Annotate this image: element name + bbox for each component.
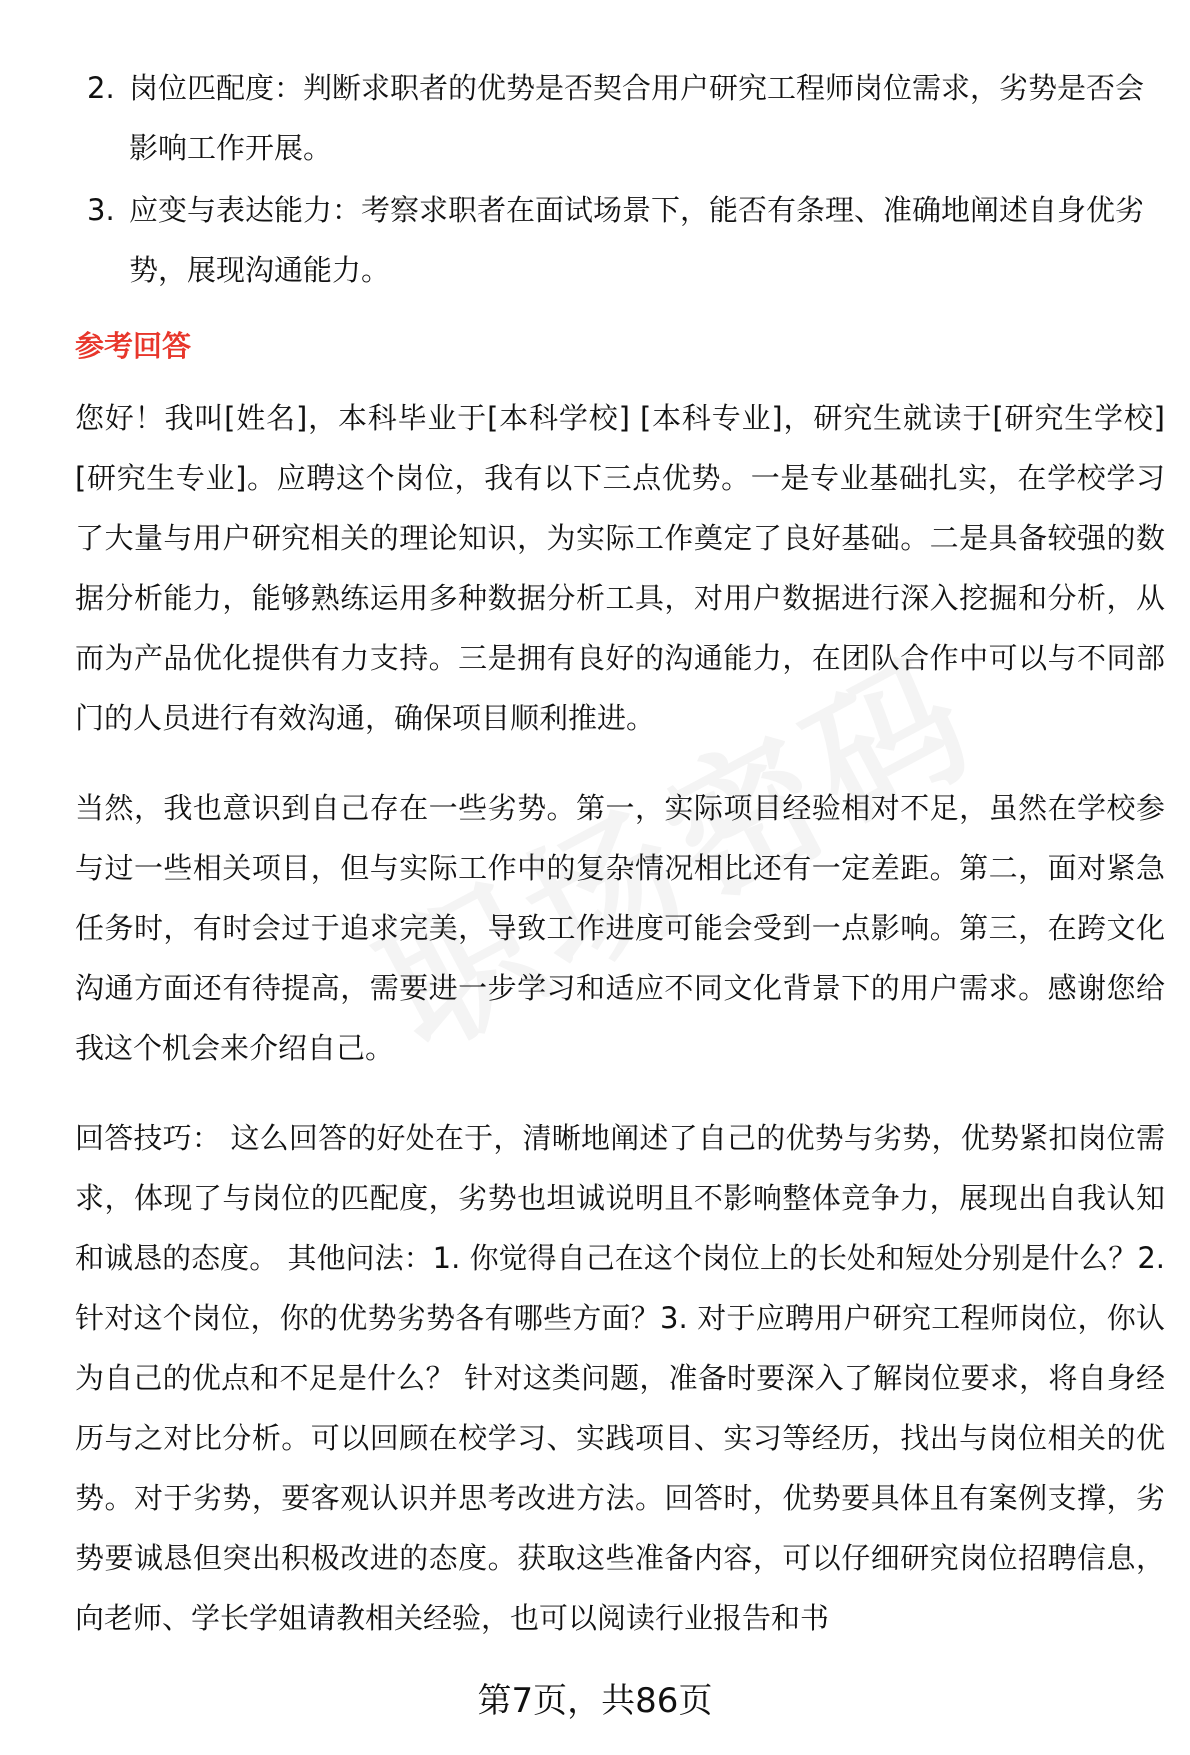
list-item [75, 58, 1165, 178]
answer-paragraph: 您好！我叫[姓名]，本科毕业于[本科学校] [本科专业]，研究生就读于[研究生学校] [研究生专业]。应聘这个岗位，我有以下三点优势。一是专业基础扎实，在学校学习了大量与用户研究相关的理论知识，为实际工作奠定了良好基础。二是具备较强的数据分析能力，能够熟练运用多种数据分析工具，对用户数据进行深入挖掘和分析，从而为产品优化提供有力支持。三是拥有良好的沟通能力，在团队合作中可以与不同部门的人员进行有效沟通，确保项目顺利推进。 [75, 401, 1165, 735]
list-item-text: 应变与表达能力：考察求职者在面试场景下，能否有条理、准确地阐述自身优劣势，展现沟通能力。 [129, 193, 1145, 287]
list-item-text: 岗位匹配度：判断求职者的优势是否契合用户研究工程师岗位需求，劣势是否会影响工作开展。 [129, 71, 1145, 165]
list-item [75, 180, 1165, 300]
page-content [75, 58, 1165, 1648]
section-title: 参考回答 [75, 329, 192, 363]
list-number: 3. [87, 193, 115, 227]
list-number: 2. [87, 71, 115, 105]
answer-paragraph: 当然，我也意识到自己存在一些劣势。第一，实际项目经验相对不足，虽然在学校参与过一些相关项目，但与实际工作中的复杂情况相比还有一定差距。第二，面对紧急任务时，有时会过于追求完美，导致工作进度可能会受到一点影响。第三，在跨文化沟通方面还有待提高，需要进一步学习和适应不同文化背景下的用户需求。感谢您给我这个机会来介绍自己。 [75, 791, 1165, 1065]
tips-paragraph: 回答技巧： 这么回答的好处在于，清晰地阐述了自己的优势与劣势，优势紧扣岗位需求，体现了与岗位的匹配度，劣势也坦诚说明且不影响整体竞争力，展现出自我认知和诚恳的态度。 其他问法：1. 你觉得自己在这个岗位上的长处和短处分别是什么？2. 针对这个岗位，你的优势劣势各有哪些方面？3. 对于应聘用户研究工程师岗位，你认为自己的优点和不足是什么？ 针对这类问题，准备时要深入了解岗位要求，将自身经历与之对比分析。可以回顾在校学习、实践项目、实习等经历，找出与岗位相关的优势。对于劣势，要客观认识并思考改进方法。回答时，优势要具体且有案例支撑，劣势要诚恳但突出积极改进的态度。获取这些准备内容，可以仔细研究岗位招聘信息，向老师、学长学姐请教相关经验，也可以阅读行业报告和书 [75, 1121, 1165, 1635]
page-footer: 第7页，共86页 [477, 1681, 713, 1721]
